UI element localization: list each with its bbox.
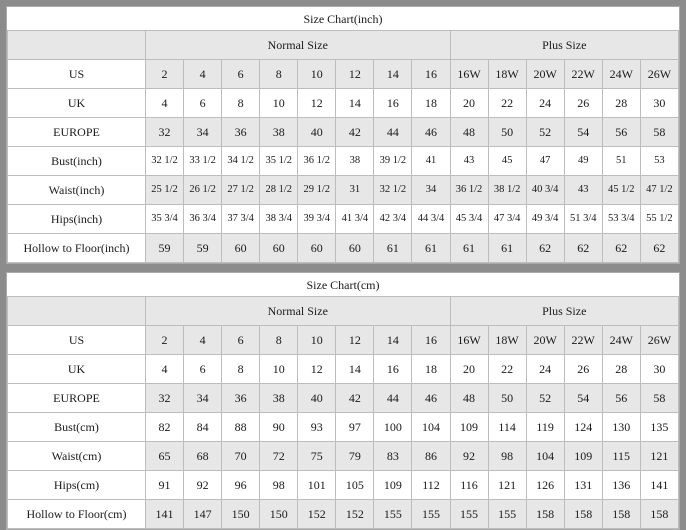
cell: 24W	[602, 326, 640, 355]
cell: 61	[488, 234, 526, 263]
cell: 28 1/2	[260, 176, 298, 205]
cell: 18W	[488, 326, 526, 355]
cell: 52	[526, 118, 564, 147]
cell: 126	[526, 471, 564, 500]
cell: 130	[602, 413, 640, 442]
cell: 26	[564, 89, 602, 118]
cell: 152	[298, 500, 336, 529]
size-table-cm	[7, 273, 679, 529]
cell: 62	[564, 234, 602, 263]
cell: 8	[260, 326, 298, 355]
cell: 68	[184, 442, 222, 471]
table-row	[8, 442, 679, 471]
cell: 83	[374, 442, 412, 471]
cell: 24W	[602, 60, 640, 89]
cell: 50	[488, 384, 526, 413]
cell: 93	[298, 413, 336, 442]
cell: 38	[260, 384, 298, 413]
cell: 4	[146, 355, 184, 384]
cell: 104	[412, 413, 450, 442]
cell: 42	[336, 384, 374, 413]
group-header-row	[8, 31, 679, 60]
cell: 45 3/4	[450, 205, 488, 234]
group-header-plus: Plus Size	[450, 31, 679, 60]
table-row	[8, 384, 679, 413]
row-label: Waist(cm)	[8, 442, 146, 471]
cell: 155	[450, 500, 488, 529]
cell: 124	[564, 413, 602, 442]
cell: 155	[412, 500, 450, 529]
cell: 40 3/4	[526, 176, 564, 205]
cell: 60	[298, 234, 336, 263]
cell: 12	[336, 60, 374, 89]
cell: 22	[488, 355, 526, 384]
cell: 32 1/2	[374, 176, 412, 205]
cell: 65	[146, 442, 184, 471]
table-row	[8, 413, 679, 442]
cell: 40	[298, 118, 336, 147]
cell: 8	[222, 89, 260, 118]
cell: 20W	[526, 60, 564, 89]
cell: 44	[374, 384, 412, 413]
cell: 100	[374, 413, 412, 442]
cell: 98	[260, 471, 298, 500]
cell: 16	[412, 326, 450, 355]
size-table-inch	[7, 7, 679, 263]
cell: 150	[222, 500, 260, 529]
cell: 40	[298, 384, 336, 413]
cell: 26W	[640, 326, 678, 355]
cell: 4	[146, 89, 184, 118]
cell: 31	[336, 176, 374, 205]
cell: 75	[298, 442, 336, 471]
cell: 119	[526, 413, 564, 442]
cell: 60	[336, 234, 374, 263]
row-label: Bust(inch)	[8, 147, 146, 176]
cell: 54	[564, 118, 602, 147]
cell: 58	[640, 118, 678, 147]
cell: 152	[336, 500, 374, 529]
cell: 72	[260, 442, 298, 471]
table-row	[8, 89, 679, 118]
cell: 114	[488, 413, 526, 442]
cell: 90	[260, 413, 298, 442]
cell: 104	[526, 442, 564, 471]
cell: 158	[526, 500, 564, 529]
cell: 12	[298, 355, 336, 384]
cell: 34	[412, 176, 450, 205]
row-label: Waist(inch)	[8, 176, 146, 205]
cell: 34	[184, 384, 222, 413]
cell: 105	[336, 471, 374, 500]
cell: 155	[488, 500, 526, 529]
cell: 18	[412, 355, 450, 384]
cell: 24	[526, 89, 564, 118]
cell: 52	[526, 384, 564, 413]
row-label: US	[8, 326, 146, 355]
cell: 32 1/2	[146, 147, 184, 176]
cell: 6	[184, 89, 222, 118]
row-label: US	[8, 60, 146, 89]
cell: 18W	[488, 60, 526, 89]
cell: 88	[222, 413, 260, 442]
group-header-plus: Plus Size	[450, 297, 679, 326]
cell: 97	[336, 413, 374, 442]
cell: 47 3/4	[488, 205, 526, 234]
cell: 48	[450, 118, 488, 147]
cell: 32	[146, 118, 184, 147]
cell: 115	[602, 442, 640, 471]
cell: 38 3/4	[260, 205, 298, 234]
cell: 61	[450, 234, 488, 263]
cell: 150	[260, 500, 298, 529]
cell: 29 1/2	[298, 176, 336, 205]
cell: 51	[602, 147, 640, 176]
cell: 86	[412, 442, 450, 471]
cell: 8	[260, 60, 298, 89]
cell: 59	[146, 234, 184, 263]
cell: 59	[184, 234, 222, 263]
cell: 39 3/4	[298, 205, 336, 234]
cell: 36	[222, 384, 260, 413]
row-label: Hips(cm)	[8, 471, 146, 500]
cell: 49	[564, 147, 602, 176]
row-label: UK	[8, 355, 146, 384]
cell: 14	[336, 89, 374, 118]
cell: 147	[184, 500, 222, 529]
cell: 47 1/2	[640, 176, 678, 205]
chart-title: Size Chart(inch)	[8, 8, 679, 31]
cell: 26	[564, 355, 602, 384]
cell: 27 1/2	[222, 176, 260, 205]
cell: 46	[412, 118, 450, 147]
cell: 158	[564, 500, 602, 529]
cell: 28	[602, 355, 640, 384]
cell: 79	[336, 442, 374, 471]
cell: 26W	[640, 60, 678, 89]
cell: 158	[602, 500, 640, 529]
cell: 60	[222, 234, 260, 263]
cell: 50	[488, 118, 526, 147]
table-row	[8, 500, 679, 529]
cell: 38	[260, 118, 298, 147]
cell: 25 1/2	[146, 176, 184, 205]
cell: 39 1/2	[374, 147, 412, 176]
cell: 60	[260, 234, 298, 263]
cell: 45	[488, 147, 526, 176]
row-label: EUROPE	[8, 384, 146, 413]
cell: 6	[222, 326, 260, 355]
row-label: UK	[8, 89, 146, 118]
cell: 96	[222, 471, 260, 500]
cell: 155	[374, 500, 412, 529]
cell: 14	[374, 60, 412, 89]
cell: 116	[450, 471, 488, 500]
cell: 2	[146, 326, 184, 355]
cell: 42	[336, 118, 374, 147]
cell: 136	[602, 471, 640, 500]
cell: 10	[260, 89, 298, 118]
cell: 53	[640, 147, 678, 176]
table-row	[8, 326, 679, 355]
cell: 61	[412, 234, 450, 263]
cell: 45 1/2	[602, 176, 640, 205]
cell: 12	[298, 89, 336, 118]
cell: 6	[222, 60, 260, 89]
cell: 36 1/2	[450, 176, 488, 205]
cell: 10	[298, 326, 336, 355]
cell: 112	[412, 471, 450, 500]
table-row	[8, 205, 679, 234]
cell: 14	[336, 355, 374, 384]
row-label: EUROPE	[8, 118, 146, 147]
cell: 46	[412, 384, 450, 413]
cell: 35 3/4	[146, 205, 184, 234]
corner-cell	[8, 31, 146, 60]
cell: 28	[602, 89, 640, 118]
cell: 70	[222, 442, 260, 471]
cell: 38	[336, 147, 374, 176]
cell: 22W	[564, 326, 602, 355]
cell: 51 3/4	[564, 205, 602, 234]
cell: 43	[450, 147, 488, 176]
cell: 92	[184, 471, 222, 500]
cell: 44	[374, 118, 412, 147]
cell: 121	[488, 471, 526, 500]
table-row	[8, 176, 679, 205]
cell: 22	[488, 89, 526, 118]
row-label: Bust(cm)	[8, 413, 146, 442]
row-label: Hollow to Floor(cm)	[8, 500, 146, 529]
table-title-row	[8, 274, 679, 297]
cell: 56	[602, 118, 640, 147]
cell: 62	[640, 234, 678, 263]
group-header-normal: Normal Size	[146, 297, 451, 326]
cell: 41	[412, 147, 450, 176]
cell: 49 3/4	[526, 205, 564, 234]
cell: 101	[298, 471, 336, 500]
cell: 30	[640, 89, 678, 118]
cell: 54	[564, 384, 602, 413]
cell: 158	[640, 500, 678, 529]
table-row	[8, 355, 679, 384]
cell: 16W	[450, 60, 488, 89]
cell: 16	[374, 355, 412, 384]
cell: 38 1/2	[488, 176, 526, 205]
cell: 16W	[450, 326, 488, 355]
cell: 47	[526, 147, 564, 176]
cell: 109	[374, 471, 412, 500]
cell: 43	[564, 176, 602, 205]
size-chart-cm	[6, 272, 680, 530]
cell: 109	[450, 413, 488, 442]
cell: 37 3/4	[222, 205, 260, 234]
cell: 33 1/2	[184, 147, 222, 176]
cell: 98	[488, 442, 526, 471]
cell: 141	[146, 500, 184, 529]
cell: 2	[146, 60, 184, 89]
cell: 4	[184, 60, 222, 89]
cell: 32	[146, 384, 184, 413]
cell: 10	[260, 355, 298, 384]
group-header-normal: Normal Size	[146, 31, 451, 60]
cell: 48	[450, 384, 488, 413]
cell: 41 3/4	[336, 205, 374, 234]
cell: 91	[146, 471, 184, 500]
cell: 20	[450, 355, 488, 384]
chart-title: Size Chart(cm)	[8, 274, 679, 297]
cell: 24	[526, 355, 564, 384]
cell: 82	[146, 413, 184, 442]
cell: 58	[640, 384, 678, 413]
cell: 35 1/2	[260, 147, 298, 176]
table-row	[8, 234, 679, 263]
cell: 8	[222, 355, 260, 384]
cell: 34 1/2	[222, 147, 260, 176]
cell: 55 1/2	[640, 205, 678, 234]
cell: 109	[564, 442, 602, 471]
cell: 141	[640, 471, 678, 500]
cell: 14	[374, 326, 412, 355]
cell: 131	[564, 471, 602, 500]
table-row	[8, 147, 679, 176]
cell: 6	[184, 355, 222, 384]
table-row	[8, 118, 679, 147]
cell: 26 1/2	[184, 176, 222, 205]
cell: 36 3/4	[184, 205, 222, 234]
row-label: Hips(inch)	[8, 205, 146, 234]
cell: 135	[640, 413, 678, 442]
cell: 61	[374, 234, 412, 263]
cell: 22W	[564, 60, 602, 89]
cell: 34	[184, 118, 222, 147]
cell: 84	[184, 413, 222, 442]
cell: 121	[640, 442, 678, 471]
size-chart-inch	[6, 6, 680, 264]
cell: 20W	[526, 326, 564, 355]
cell: 12	[336, 326, 374, 355]
corner-cell	[8, 297, 146, 326]
cell: 62	[526, 234, 564, 263]
cell: 42 3/4	[374, 205, 412, 234]
cell: 36	[222, 118, 260, 147]
cell: 62	[602, 234, 640, 263]
cell: 53 3/4	[602, 205, 640, 234]
cell: 18	[412, 89, 450, 118]
cell: 16	[412, 60, 450, 89]
cell: 16	[374, 89, 412, 118]
cell: 10	[298, 60, 336, 89]
cell: 36 1/2	[298, 147, 336, 176]
table-title-row	[8, 8, 679, 31]
cell: 56	[602, 384, 640, 413]
table-row	[8, 60, 679, 89]
group-header-row	[8, 297, 679, 326]
cell: 30	[640, 355, 678, 384]
row-label: Hollow to Floor(inch)	[8, 234, 146, 263]
cell: 4	[184, 326, 222, 355]
table-row	[8, 471, 679, 500]
cell: 20	[450, 89, 488, 118]
cell: 44 3/4	[412, 205, 450, 234]
cell: 92	[450, 442, 488, 471]
